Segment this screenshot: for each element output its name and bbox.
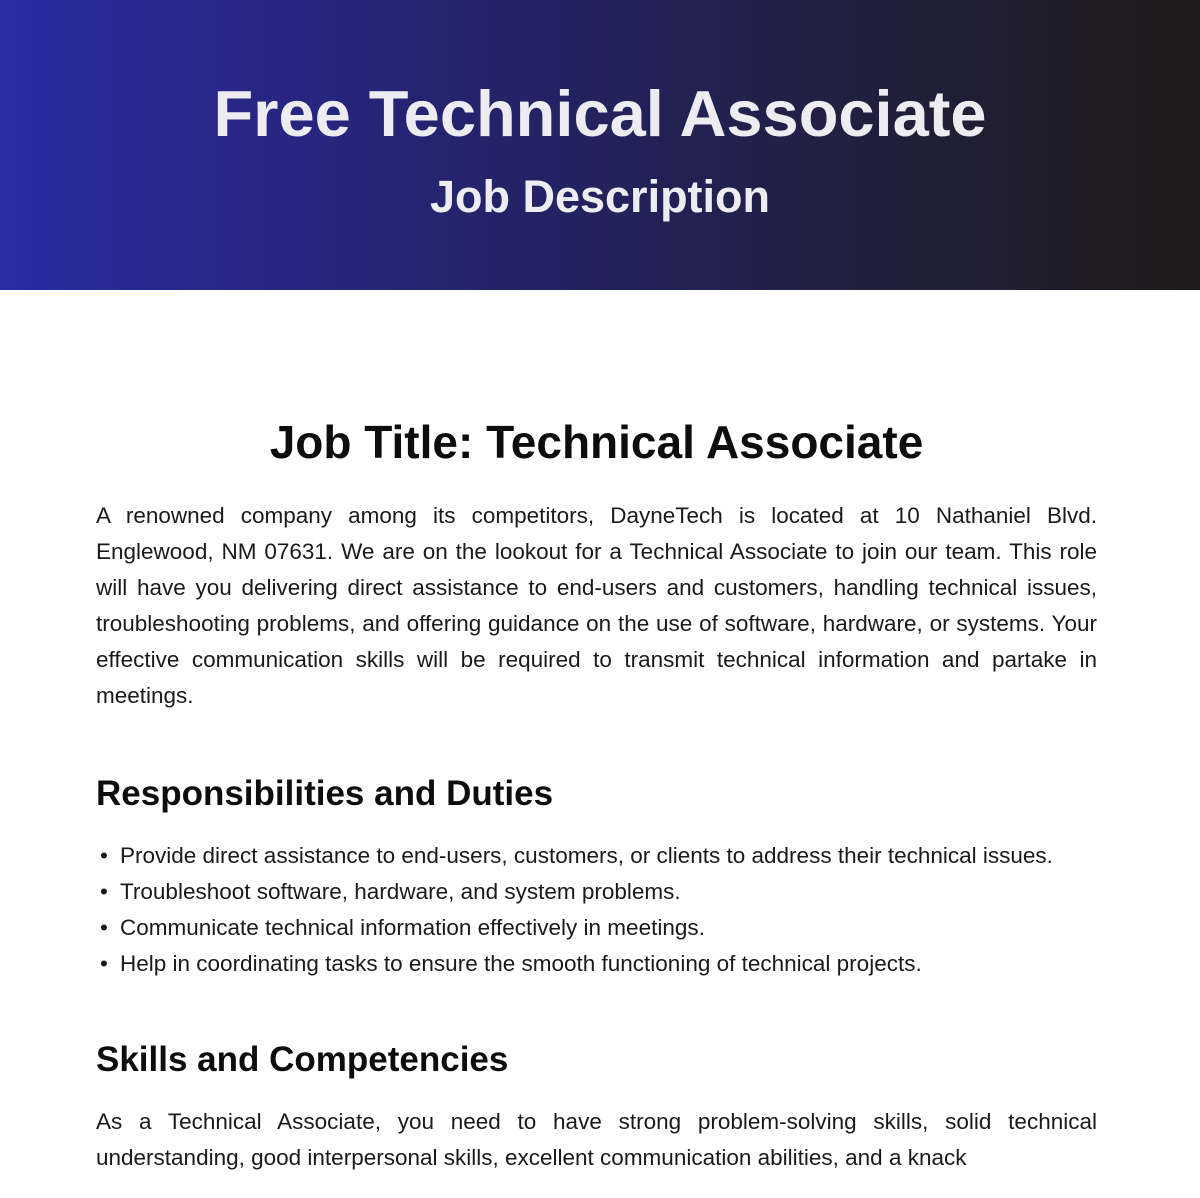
list-item-text: Help in coordinating tasks to ensure the smooth functioning of technical projects. xyxy=(120,951,922,976)
responsibilities-list xyxy=(96,838,1073,982)
job-title-heading: Job Title: Technical Associate xyxy=(269,416,924,468)
page-title: Free Technical Associate xyxy=(213,77,987,150)
header-banner xyxy=(0,0,1200,290)
document-body xyxy=(96,412,1097,1176)
list-item-text: Communicate technical information effectively in meetings. xyxy=(120,915,705,940)
list-item-text: Provide direct assistance to end-users, customers, or clients to address their technical issues. xyxy=(120,843,1053,868)
intro-paragraph: A renowned company among its competitors, DayneTech is located at 10 Nathaniel Blvd. Englewood, NM 07631. We are on the lookout for a Technical Associate to join our team. This role will have you delivering direct assistance to end-users and customers, handling technical issues, troubleshooting problems, and offering guidance on the use of software, hardware, or systems. Your effective communication skills will be required to transmit technical information and partake in meetings. xyxy=(96,503,1097,708)
list-item xyxy=(96,838,1073,874)
bullet-icon: • xyxy=(100,915,108,940)
bullet-icon: • xyxy=(100,843,108,868)
list-item-text: Troubleshoot software, hardware, and system problems. xyxy=(120,879,681,904)
bullet-icon: • xyxy=(100,879,108,904)
responsibilities-heading: Responsibilities and Duties xyxy=(96,774,554,813)
bullet-icon: • xyxy=(100,951,108,976)
list-item xyxy=(96,874,1073,910)
list-item xyxy=(96,946,1073,982)
skills-paragraph: As a Technical Associate, you need to have strong problem-solving skills, solid technical understanding, good interpersonal skills, excellent communication abilities, and a knack xyxy=(96,1109,1097,1170)
list-item xyxy=(96,910,1073,946)
page-subtitle: Job Description xyxy=(429,171,771,222)
skills-heading: Skills and Competencies xyxy=(96,1040,509,1079)
